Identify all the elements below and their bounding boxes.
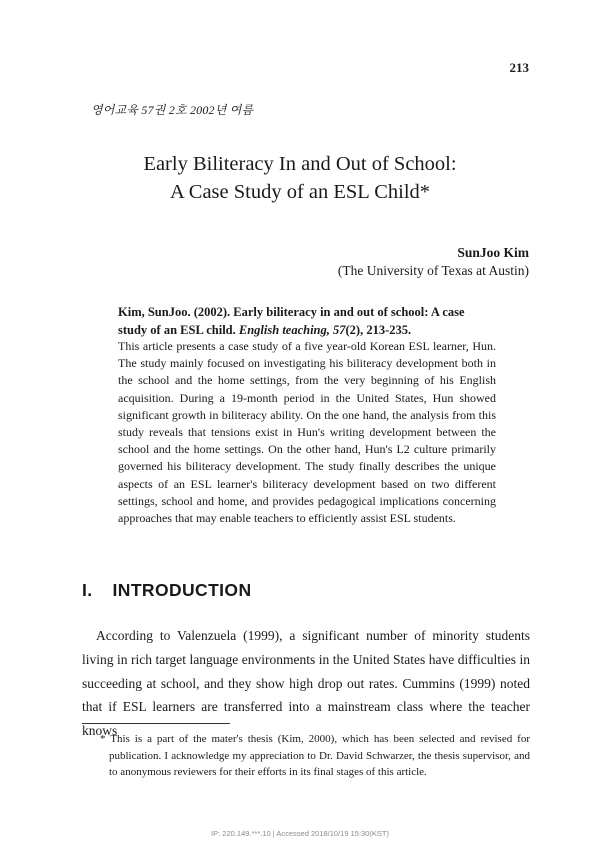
footnote: * This is a part of the mater's thesis (Kim, 2000), which has been selected and revised for publication. I acknowledge my appreciation to Dr. David Schwarzer, the thesis supervisor, and to anonymous reviewers for their efforts in its final stages of this article. — [100, 733, 530, 778]
page-number: 213 — [509, 60, 529, 75]
citation-suffix: (2), 213-235. — [345, 323, 412, 337]
footnote-divider — [82, 723, 230, 724]
abstract: This article presents a case study of a five year-old Korean ESL learner, Hun. The study mainly focused on investigating his biliteracy development both in the school and the home settings, from the very beginning of his English acquisition. During a 19-month period in the United States, Hun showed significant growth in biliteracy ability. On the one hand, the analysis from this study reveals that tensions exist in Hun's writing development between the school and the home settings. On the other hand, Hun's L2 culture primarily governed his biliteracy development. The study finally describes the unique aspects of an ESL learner's biliteracy development based on two different settings, school and home, and provides pedagogical implications concerning approaches that may enable teachers to efficiently assist ESL students. — [118, 339, 496, 526]
intro-paragraph: According to Valenzuela (1999), a significant number of minority students living in rich target language environments in the United States have difficulties in succeeding at school, and they show high drop out rates. Cummins (1999) noted that if ESL learners are transferred into a mainstream class where the teacher knows — [82, 628, 530, 739]
citation — [118, 303, 496, 339]
section-heading — [82, 580, 252, 601]
access-watermark: IP: 220.149.***.10 | Accessed 2018/10/19 15:30(KST) — [211, 829, 389, 838]
journal-header: 영어교육 57권 2호 2002년 여름 — [91, 103, 254, 117]
paper-title-line1: Early Biliteracy In and Out of School: — [143, 153, 457, 175]
section-number: I. — [82, 580, 93, 600]
section-title: INTRODUCTION — [112, 580, 252, 600]
paper-title-line2: A Case Study of an ESL Child* — [169, 181, 431, 203]
citation-journal: English teaching, 57 — [238, 323, 346, 337]
citation-prefix: Kim, SunJoo. (2002). Early biliteracy in and out of school: A case study of an ESL child. — [118, 305, 465, 337]
author-name: SunJoo Kim — [457, 245, 529, 260]
author-affiliation: (The University of Texas at Austin) — [337, 263, 529, 278]
